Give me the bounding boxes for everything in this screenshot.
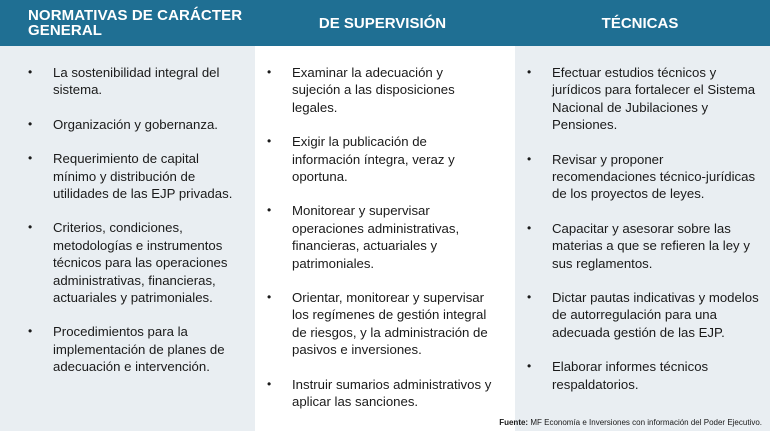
list-item-text: Capacitar y asesorar sobre las materias a que se refieren la ley y sus reglamentos. xyxy=(552,220,750,271)
tecnicas-list xyxy=(515,46,770,393)
bullet-icon: • xyxy=(527,359,532,374)
column-normativas xyxy=(0,46,255,431)
list-item-text: Criterios, condiciones, metodologías e instrumentos técnicos para las operaciones administrativas, financieras, actuariales y patrimoniales. xyxy=(53,220,228,306)
bullet-icon: • xyxy=(267,65,272,79)
bullet-icon: • xyxy=(527,151,532,166)
list-item-text: La sostenibilidad integral del sistema. xyxy=(53,65,220,98)
list-item xyxy=(527,220,760,272)
column-supervision xyxy=(255,46,515,431)
list-item xyxy=(527,289,760,341)
source-note xyxy=(499,418,762,427)
list-item-text: Orientar, monitorear y supervisar los regímenes de gestión integral de riesgos, y la administración de pasivos e inversiones. xyxy=(292,290,488,358)
list-item xyxy=(527,151,760,203)
bullet-icon: • xyxy=(527,65,532,79)
list-item xyxy=(28,323,237,375)
list-item xyxy=(28,219,237,306)
bullet-icon: • xyxy=(267,290,272,305)
header-tecnicas: TÉCNICAS xyxy=(601,14,679,32)
bullet-icon: • xyxy=(28,220,33,235)
column-tecnicas xyxy=(515,46,770,431)
list-item xyxy=(267,133,495,185)
normativas-list xyxy=(0,46,255,376)
bullet-icon: • xyxy=(527,290,532,305)
list-item xyxy=(267,289,495,359)
table-header xyxy=(0,0,770,46)
list-item-text: Elaborar informes técnicos respaldatorios. xyxy=(552,359,709,392)
bullet-icon: • xyxy=(28,65,33,79)
list-item-text: Examinar la adecuación y sujeción a las disposiciones legales. xyxy=(292,65,455,115)
list-item-text: Requerimiento de capital mínimo y distribución de utilidades de las EJP privadas. xyxy=(53,151,233,202)
header-supervision: DE SUPERVISIÓN xyxy=(318,14,447,32)
list-item-text: Organización y gobernanza. xyxy=(53,116,218,132)
bullet-icon: • xyxy=(28,324,33,339)
list-item-text: Procedimientos para la implementación de planes de adecuación e intervención. xyxy=(53,324,225,375)
bullet-icon: • xyxy=(267,203,272,218)
list-item xyxy=(267,64,495,116)
supervision-list xyxy=(255,46,515,411)
header-normativas: NORMATIVAS DE CARÁCTER GENERAL xyxy=(28,7,243,39)
list-item-text: Monitorear y supervisar operaciones administrativas, financieras, actuariales y patrimoniales. xyxy=(292,203,460,271)
list-item-text: Exigir la publicación de información íntegra, veraz y oportuna. xyxy=(292,134,455,185)
list-item-text: Revisar y proponer recomendaciones técnico-jurídicas de los proyectos de leyes. xyxy=(552,151,756,202)
source-text: MF Economía e Inversiones con información del Poder Ejecutivo. xyxy=(530,418,762,427)
bullet-icon: • xyxy=(28,151,33,166)
bullet-icon: • xyxy=(28,116,33,131)
bullet-icon: • xyxy=(267,376,272,391)
list-item xyxy=(527,358,760,393)
bullet-icon: • xyxy=(267,134,272,149)
bullet-icon: • xyxy=(527,220,532,235)
list-item xyxy=(527,64,760,134)
list-item-text: Dictar pautas indicativas y modelos de autorregulación para una adecuada gestión de las EJP. xyxy=(552,290,759,340)
list-item xyxy=(28,64,237,99)
list-item xyxy=(28,116,237,133)
source-label: Fuente: xyxy=(499,418,529,427)
list-item-text: Efectuar estudios técnicos y jurídicos para fortalecer el Sistema Nacional de Jubilaciones y Pensiones. xyxy=(552,65,756,133)
list-item xyxy=(28,150,237,202)
list-item xyxy=(267,376,495,411)
list-item-text: Instruir sumarios administrativos y aplicar las sanciones. xyxy=(292,376,492,410)
list-item xyxy=(267,202,495,272)
